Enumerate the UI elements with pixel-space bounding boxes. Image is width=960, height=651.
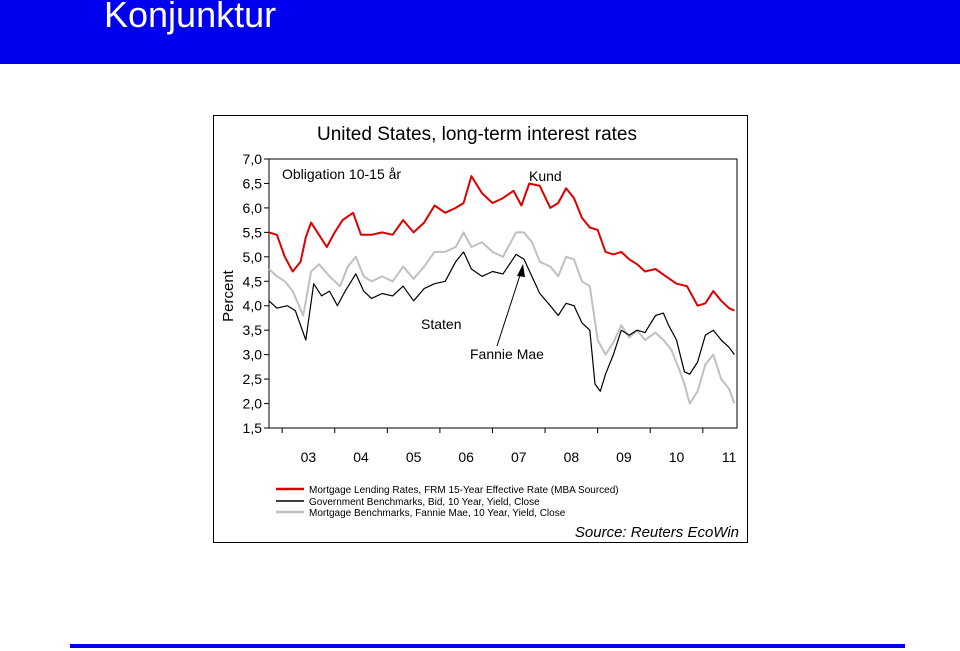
series-line-3	[269, 232, 734, 403]
annotation-staten: Staten	[421, 316, 462, 332]
annotation-kund: Kund	[529, 168, 562, 184]
y-tick-label: 6,5	[242, 175, 262, 192]
plot-frame	[269, 159, 737, 428]
legend-label-3: Mortgage Benchmarks, Fannie Mae, 10 Year, Yield, Close	[309, 508, 566, 519]
y-tick-label: 3,0	[242, 346, 262, 363]
x-tick-label: 10	[668, 449, 685, 465]
page-title: Konjunktur	[104, 0, 277, 35]
line-chart	[214, 116, 747, 542]
annotation-obligation: Obligation 10-15 år	[282, 166, 402, 182]
x-tick-label: 07	[510, 449, 527, 465]
source-note: Source: Reuters EcoWin	[574, 524, 739, 541]
x-tick-label: 08	[563, 449, 580, 465]
x-tick-label: 03	[300, 449, 317, 465]
legend-label-2: Government Benchmarks, Bid, 10 Year, Yield, Close	[309, 497, 540, 508]
footer-line	[70, 644, 905, 648]
y-tick-label: 2,5	[242, 371, 262, 388]
x-tick-label: 11	[721, 449, 737, 465]
x-tick-label: 04	[353, 449, 369, 465]
x-tick-label: 09	[616, 449, 632, 465]
y-tick-label: 3,5	[242, 322, 262, 339]
y-tick-label: 5,0	[242, 248, 262, 265]
x-tick-label: 06	[458, 449, 474, 465]
y-tick-label: 4,0	[242, 297, 262, 314]
y-tick-label: 2,0	[242, 395, 262, 412]
y-tick-label: 1,5	[242, 420, 262, 436]
y-tick-label: 6,0	[242, 199, 262, 216]
annotation-fannie-mae: Fannie Mae	[470, 346, 544, 362]
y-axis-label: Percent	[220, 270, 237, 322]
chart-title: United States, long-term interest rates	[317, 124, 637, 145]
y-tick-label: 4,5	[242, 273, 262, 290]
annotation-arrow-line	[497, 266, 523, 346]
y-tick-label: 5,5	[242, 224, 262, 241]
chart-panel	[213, 115, 748, 543]
annotation-arrow-head	[517, 264, 525, 277]
legend-label-1: Mortgage Lending Rates, FRM 15-Year Effective Rate (MBA Sourced)	[309, 485, 619, 496]
series-line-1	[269, 176, 734, 311]
y-tick-label: 7,0	[242, 151, 262, 167]
x-tick-label: 05	[405, 449, 422, 465]
series-line-2	[269, 252, 734, 391]
